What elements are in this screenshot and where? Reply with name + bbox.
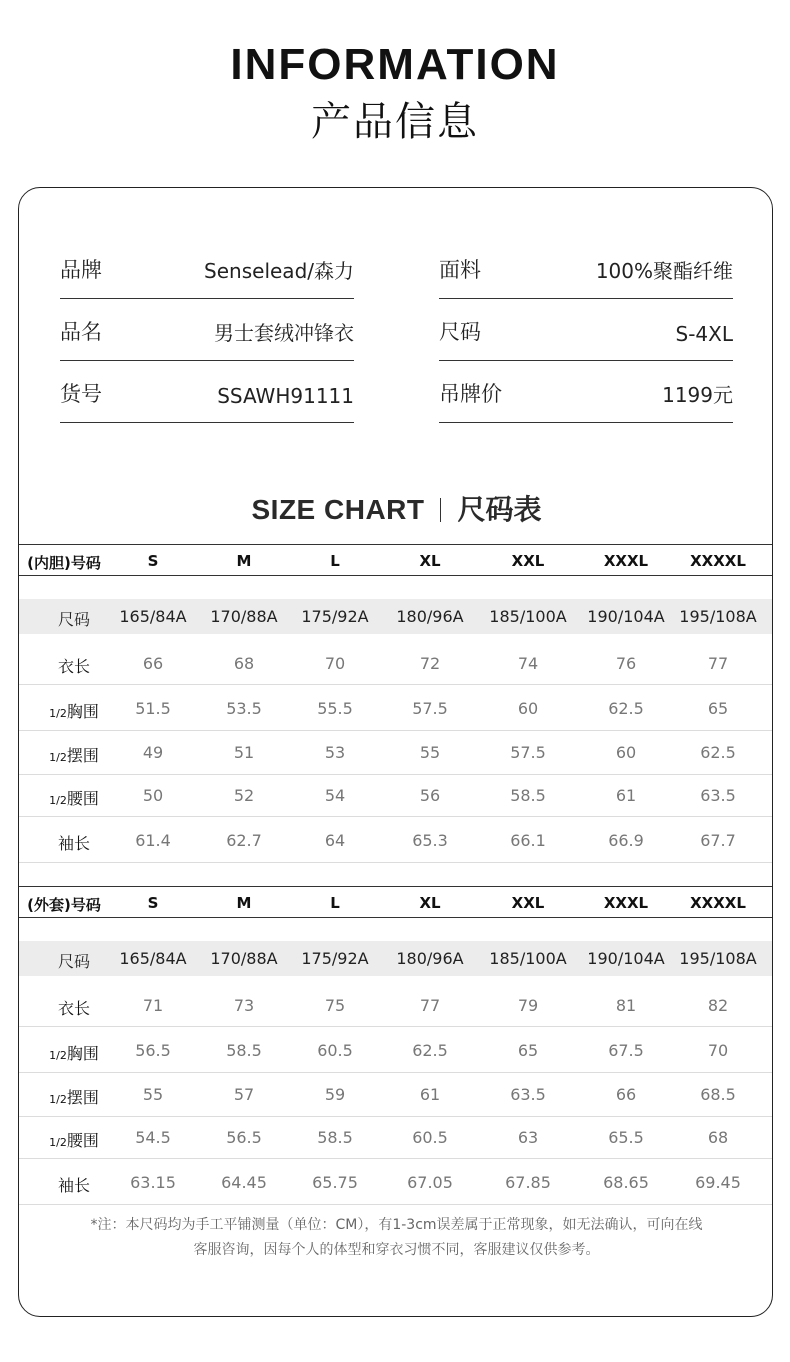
- table-cell: 50: [142, 786, 164, 805]
- row-label: [34, 654, 114, 677]
- measurement-note: [19, 1213, 773, 1263]
- note-line-2: 客服咨询，因每个人的体型和穿衣习惯不同，客服建议仅供参考。: [193, 1242, 600, 1258]
- table-cell: 62.5: [608, 699, 644, 718]
- table-cell: 63: [517, 1128, 539, 1147]
- table-cell: 58.5: [226, 1041, 262, 1060]
- info-value: S-4XL: [675, 322, 733, 346]
- table-row: [19, 985, 773, 1027]
- row-label-text: 衣长: [57, 999, 90, 1018]
- row-label: [34, 1085, 114, 1108]
- table-cell: 62.7: [226, 831, 262, 850]
- table-cell: 69.45: [695, 1173, 741, 1192]
- table-cell: 74: [517, 654, 539, 673]
- row-label-text: 尺码: [57, 610, 90, 629]
- table-cell: 52: [233, 786, 255, 805]
- table-cell: 55: [142, 1085, 164, 1104]
- info-value: SSAWH91111: [217, 384, 354, 408]
- row-label-prefix: 1/2: [49, 1136, 67, 1149]
- table-cell: 66: [142, 654, 164, 673]
- table-cell: 65.5: [608, 1128, 644, 1147]
- table-cell: 66: [615, 1085, 637, 1104]
- header-size: M: [236, 894, 252, 912]
- table-cell: 53: [324, 743, 346, 762]
- header-label: (外套)号码: [27, 896, 101, 914]
- header-size: M: [236, 552, 252, 570]
- table-cell: 77: [419, 996, 441, 1015]
- table-cell: 65: [707, 699, 729, 718]
- info-value: 1199元: [662, 383, 733, 407]
- table-cell: 68.65: [603, 1173, 649, 1192]
- table-cell: 63.15: [130, 1173, 176, 1192]
- header-size: XXL: [511, 552, 545, 570]
- table-cell: 56.5: [226, 1128, 262, 1147]
- title-divider: [440, 498, 441, 522]
- row-label-prefix: 1/2: [49, 751, 67, 764]
- row-label: [34, 1173, 114, 1196]
- header-size: L: [330, 552, 340, 570]
- info-row-brand: [60, 237, 354, 299]
- table-cell: 68: [707, 1128, 729, 1147]
- table-cell: 54: [324, 786, 346, 805]
- table-cell: 65: [517, 1041, 539, 1060]
- table-cell: 75: [324, 996, 346, 1015]
- info-key: 吊牌价: [439, 382, 502, 406]
- size-chart-title-en: SIZE CHART: [251, 494, 425, 525]
- table-cell: 51: [233, 743, 255, 762]
- table-cell: 55: [419, 743, 441, 762]
- row-label-prefix: 1/2: [49, 1093, 67, 1106]
- row-label-text: 胸围: [66, 1044, 99, 1063]
- table-cell: 63.5: [700, 786, 736, 805]
- table-cell: 64: [324, 831, 346, 850]
- info-value: 男士套绒冲锋衣: [214, 321, 354, 345]
- info-key: 品牌: [60, 258, 102, 282]
- row-label: [34, 786, 114, 809]
- table-cell: 67.5: [608, 1041, 644, 1060]
- table-cell: 60: [517, 699, 539, 718]
- table-cell: 57.5: [510, 743, 546, 762]
- table-cell: 71: [142, 996, 164, 1015]
- table-cell: 51.5: [135, 699, 171, 718]
- table-cell: 165/84A: [119, 607, 187, 626]
- table-row: [19, 819, 773, 863]
- row-label: [34, 949, 114, 972]
- table-cell: 175/92A: [301, 949, 369, 968]
- info-value: 100%聚酯纤维: [595, 259, 733, 283]
- row-label-text: 袖长: [57, 1176, 90, 1195]
- header-size: XXL: [511, 894, 545, 912]
- table-cell: 61: [419, 1085, 441, 1104]
- table-cell: 68.5: [700, 1085, 736, 1104]
- page-title-cn: 产品信息: [311, 99, 479, 145]
- row-label-text: 摆围: [66, 1088, 99, 1107]
- table-cell: 185/100A: [489, 607, 567, 626]
- size-chart-title-cn: 尺码表: [457, 493, 542, 526]
- row-label-text: 袖长: [57, 834, 90, 853]
- table-row: [19, 687, 773, 731]
- row-label-text: 衣长: [57, 657, 90, 676]
- header-size: XXXXL: [690, 894, 746, 912]
- row-label: [34, 607, 114, 630]
- table-cell: 82: [707, 996, 729, 1015]
- table-cell: 61: [615, 786, 637, 805]
- info-key: 货号: [60, 382, 102, 406]
- table-cell: 65.75: [312, 1173, 358, 1192]
- row-label: [34, 1128, 114, 1151]
- header-size: S: [147, 552, 159, 570]
- table-cell: 58.5: [510, 786, 546, 805]
- header-size: S: [147, 894, 159, 912]
- table-cell: 170/88A: [210, 949, 278, 968]
- table-row: [19, 731, 773, 775]
- table-cell: 63.5: [510, 1085, 546, 1104]
- row-label: [34, 1041, 114, 1064]
- header-size: XXXXL: [690, 552, 746, 570]
- table-cell: 54.5: [135, 1128, 171, 1147]
- table-cell: 165/84A: [119, 949, 187, 968]
- row-label-text: 胸围: [66, 702, 99, 721]
- table-cell: 68: [233, 654, 255, 673]
- row-label: [34, 996, 114, 1019]
- table-cell: 57.5: [412, 699, 448, 718]
- table-cell: 195/108A: [679, 607, 757, 626]
- info-row-price: [439, 361, 733, 423]
- row-label: [34, 699, 114, 722]
- table-cell: 55.5: [317, 699, 353, 718]
- table-cell: 60.5: [412, 1128, 448, 1147]
- header-size: XL: [419, 894, 441, 912]
- table-cell: 61.4: [135, 831, 171, 850]
- table-cell: 66.9: [608, 831, 644, 850]
- header-size: XXXL: [603, 552, 649, 570]
- table-cell: 67.05: [407, 1173, 453, 1192]
- table-row: [19, 1029, 773, 1073]
- size-table-header: [19, 544, 773, 576]
- table-cell: 56.5: [135, 1041, 171, 1060]
- row-label-prefix: 1/2: [49, 794, 67, 807]
- table-cell: 66.1: [510, 831, 546, 850]
- table-cell: 64.45: [221, 1173, 267, 1192]
- table-cell: 53.5: [226, 699, 262, 718]
- table-cell: 60: [615, 743, 637, 762]
- table-cell: 56: [419, 786, 441, 805]
- table-row: [19, 1117, 773, 1159]
- table-cell: 180/96A: [396, 607, 464, 626]
- table-cell: 65.3: [412, 831, 448, 850]
- info-row-fabric: [439, 237, 733, 299]
- row-label-text: 摆围: [66, 746, 99, 765]
- row-label-text: 尺码: [57, 952, 90, 971]
- table-cell: 195/108A: [679, 949, 757, 968]
- info-key: 品名: [60, 320, 102, 344]
- table-cell: 79: [517, 996, 539, 1015]
- table-cell: 76: [615, 654, 637, 673]
- table-row: [19, 643, 773, 685]
- table-row: [19, 1161, 773, 1205]
- table-cell: 77: [707, 654, 729, 673]
- row-label: [34, 831, 114, 854]
- table-cell: 185/100A: [489, 949, 567, 968]
- row-label-prefix: 1/2: [49, 1049, 67, 1062]
- info-value: Senselead/森力: [204, 259, 354, 283]
- table-cell: 190/104A: [587, 949, 665, 968]
- row-label-text: 腰围: [66, 1131, 99, 1150]
- page-title-en: INFORMATION: [230, 40, 560, 89]
- header-size: XL: [419, 552, 441, 570]
- row-label-prefix: 1/2: [49, 707, 67, 720]
- table-row: [19, 599, 773, 634]
- info-key: 尺码: [439, 320, 481, 344]
- table-cell: 49: [142, 743, 164, 762]
- info-card: [18, 187, 773, 1317]
- info-row-product-name: [60, 299, 354, 361]
- header-size: XXXL: [603, 894, 649, 912]
- table-row: [19, 1073, 773, 1117]
- header-label: (内胆)号码: [27, 554, 101, 572]
- info-row-sku: [60, 361, 354, 423]
- table-cell: 62.5: [700, 743, 736, 762]
- size-table-header: [19, 886, 773, 918]
- table-cell: 60.5: [317, 1041, 353, 1060]
- table-cell: 62.5: [412, 1041, 448, 1060]
- info-row-size-range: [439, 299, 733, 361]
- table-cell: 58.5: [317, 1128, 353, 1147]
- table-cell: 59: [324, 1085, 346, 1104]
- table-cell: 70: [707, 1041, 729, 1060]
- table-cell: 67.7: [700, 831, 736, 850]
- row-label: [34, 743, 114, 766]
- table-row: [19, 775, 773, 817]
- table-cell: 73: [233, 996, 255, 1015]
- note-line-1: *注：本尺码均为手工平铺测量（单位：CM），有1-3cm误差属于正常现象，如无法确认，可向在线: [90, 1217, 703, 1233]
- header-size: L: [330, 894, 340, 912]
- table-cell: 57: [233, 1085, 255, 1104]
- info-key: 面料: [439, 258, 481, 282]
- row-label-text: 腰围: [66, 789, 99, 808]
- size-chart-title: [19, 488, 773, 528]
- table-cell: 190/104A: [587, 607, 665, 626]
- table-cell: 180/96A: [396, 949, 464, 968]
- table-cell: 70: [324, 654, 346, 673]
- table-row: [19, 941, 773, 976]
- table-cell: 72: [419, 654, 441, 673]
- table-cell: 175/92A: [301, 607, 369, 626]
- table-cell: 170/88A: [210, 607, 278, 626]
- table-cell: 81: [615, 996, 637, 1015]
- table-cell: 67.85: [505, 1173, 551, 1192]
